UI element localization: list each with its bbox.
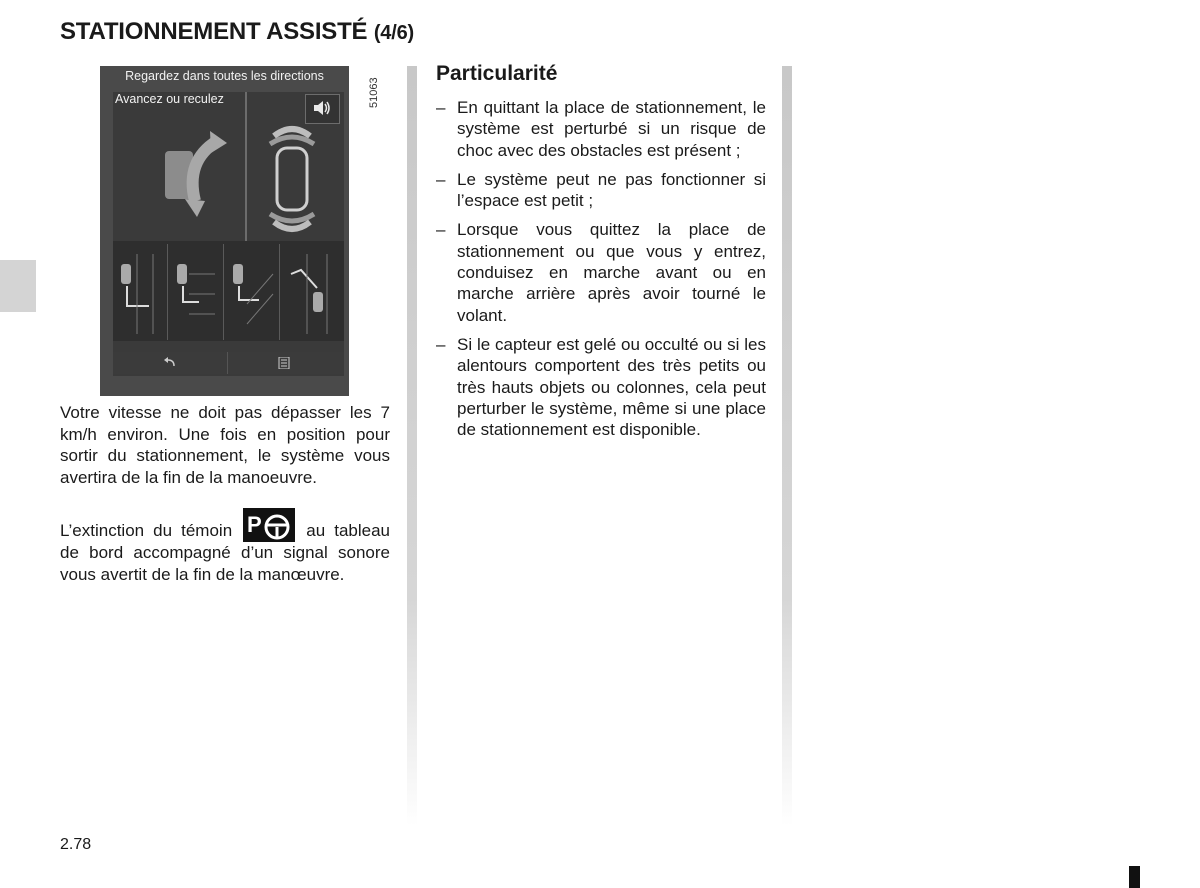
list-item-text: Lorsque vous quittez la place de stationnement ou que vous y entrez, conduisez en marche avant ou en marche arrière après avoir tourné le volant. (457, 220, 766, 325)
para2-start: L’extinction du témoin (60, 521, 233, 540)
warning-light-paragraph (60, 508, 390, 585)
screen-divider (245, 92, 247, 241)
list-item-text: Le système peut ne pas fonctionner si l’espace est petit ; (457, 169, 766, 211)
speaker-icon (312, 99, 332, 117)
maneuver-arrow-graphic (155, 131, 235, 221)
list-dash: – (436, 98, 446, 117)
column-divider (407, 66, 417, 826)
menu-button (228, 352, 342, 374)
list-dash: – (436, 334, 446, 354)
list-item (436, 97, 766, 161)
figure-number: 51063 (368, 77, 380, 108)
step-cell (281, 244, 335, 340)
maneuver-steps-strip (113, 241, 344, 341)
page-title (60, 18, 414, 46)
back-arrow-icon (163, 357, 177, 369)
list-item (436, 219, 766, 325)
speed-paragraph: Votre vitesse ne doit pas dépasser les 7 km/h environ. Une fois en position pour sortir du stationnement, le système vous avertira de la fin de la manoeuvre. (60, 403, 390, 487)
step-cell (113, 244, 168, 340)
title-text: STATIONNEMENT ASSISTÉ (60, 18, 368, 45)
list-icon (278, 357, 290, 369)
list-item (436, 169, 766, 212)
step-cell (225, 244, 280, 340)
page-number: 2.78 (60, 836, 92, 853)
park-assist-warning-icon (243, 508, 295, 542)
para2-end: au tableau de bord accompagné d’un signal sonore vous avertit de la fin de la manœuvre. (60, 521, 391, 584)
back-button (113, 352, 228, 374)
car-sensors-graphic (262, 118, 322, 238)
screen-button-bar (113, 352, 344, 374)
figure-top-caption: Regardez dans toutes les directions (125, 69, 324, 83)
svg-text:P: P (247, 512, 262, 537)
section-heading: Particularité (436, 62, 558, 85)
list-dash: – (436, 169, 446, 189)
title-part: (4/6) (373, 22, 414, 44)
list-item-text: En quittant la place de stationnement, le système est perturbé si un risque de choc avec des obstacles est présent ; (457, 98, 766, 160)
page-corner-mark (1129, 866, 1140, 888)
figure-sub-caption: Avancez ou reculez (115, 92, 224, 106)
particularity-list (436, 97, 766, 448)
list-dash: – (436, 220, 446, 240)
list-item-text: Si le capteur est gelé ou occulté ou si les alentours comportent des très petits ou très hauts objets ou colonnes, cela peut perturber le système, même si une place de stationnement est disponible. (457, 334, 766, 440)
list-item (436, 334, 766, 440)
column-divider (782, 66, 792, 826)
step-cell (169, 244, 224, 340)
parking-assist-screen-figure (100, 66, 349, 396)
chapter-tab (0, 260, 36, 312)
